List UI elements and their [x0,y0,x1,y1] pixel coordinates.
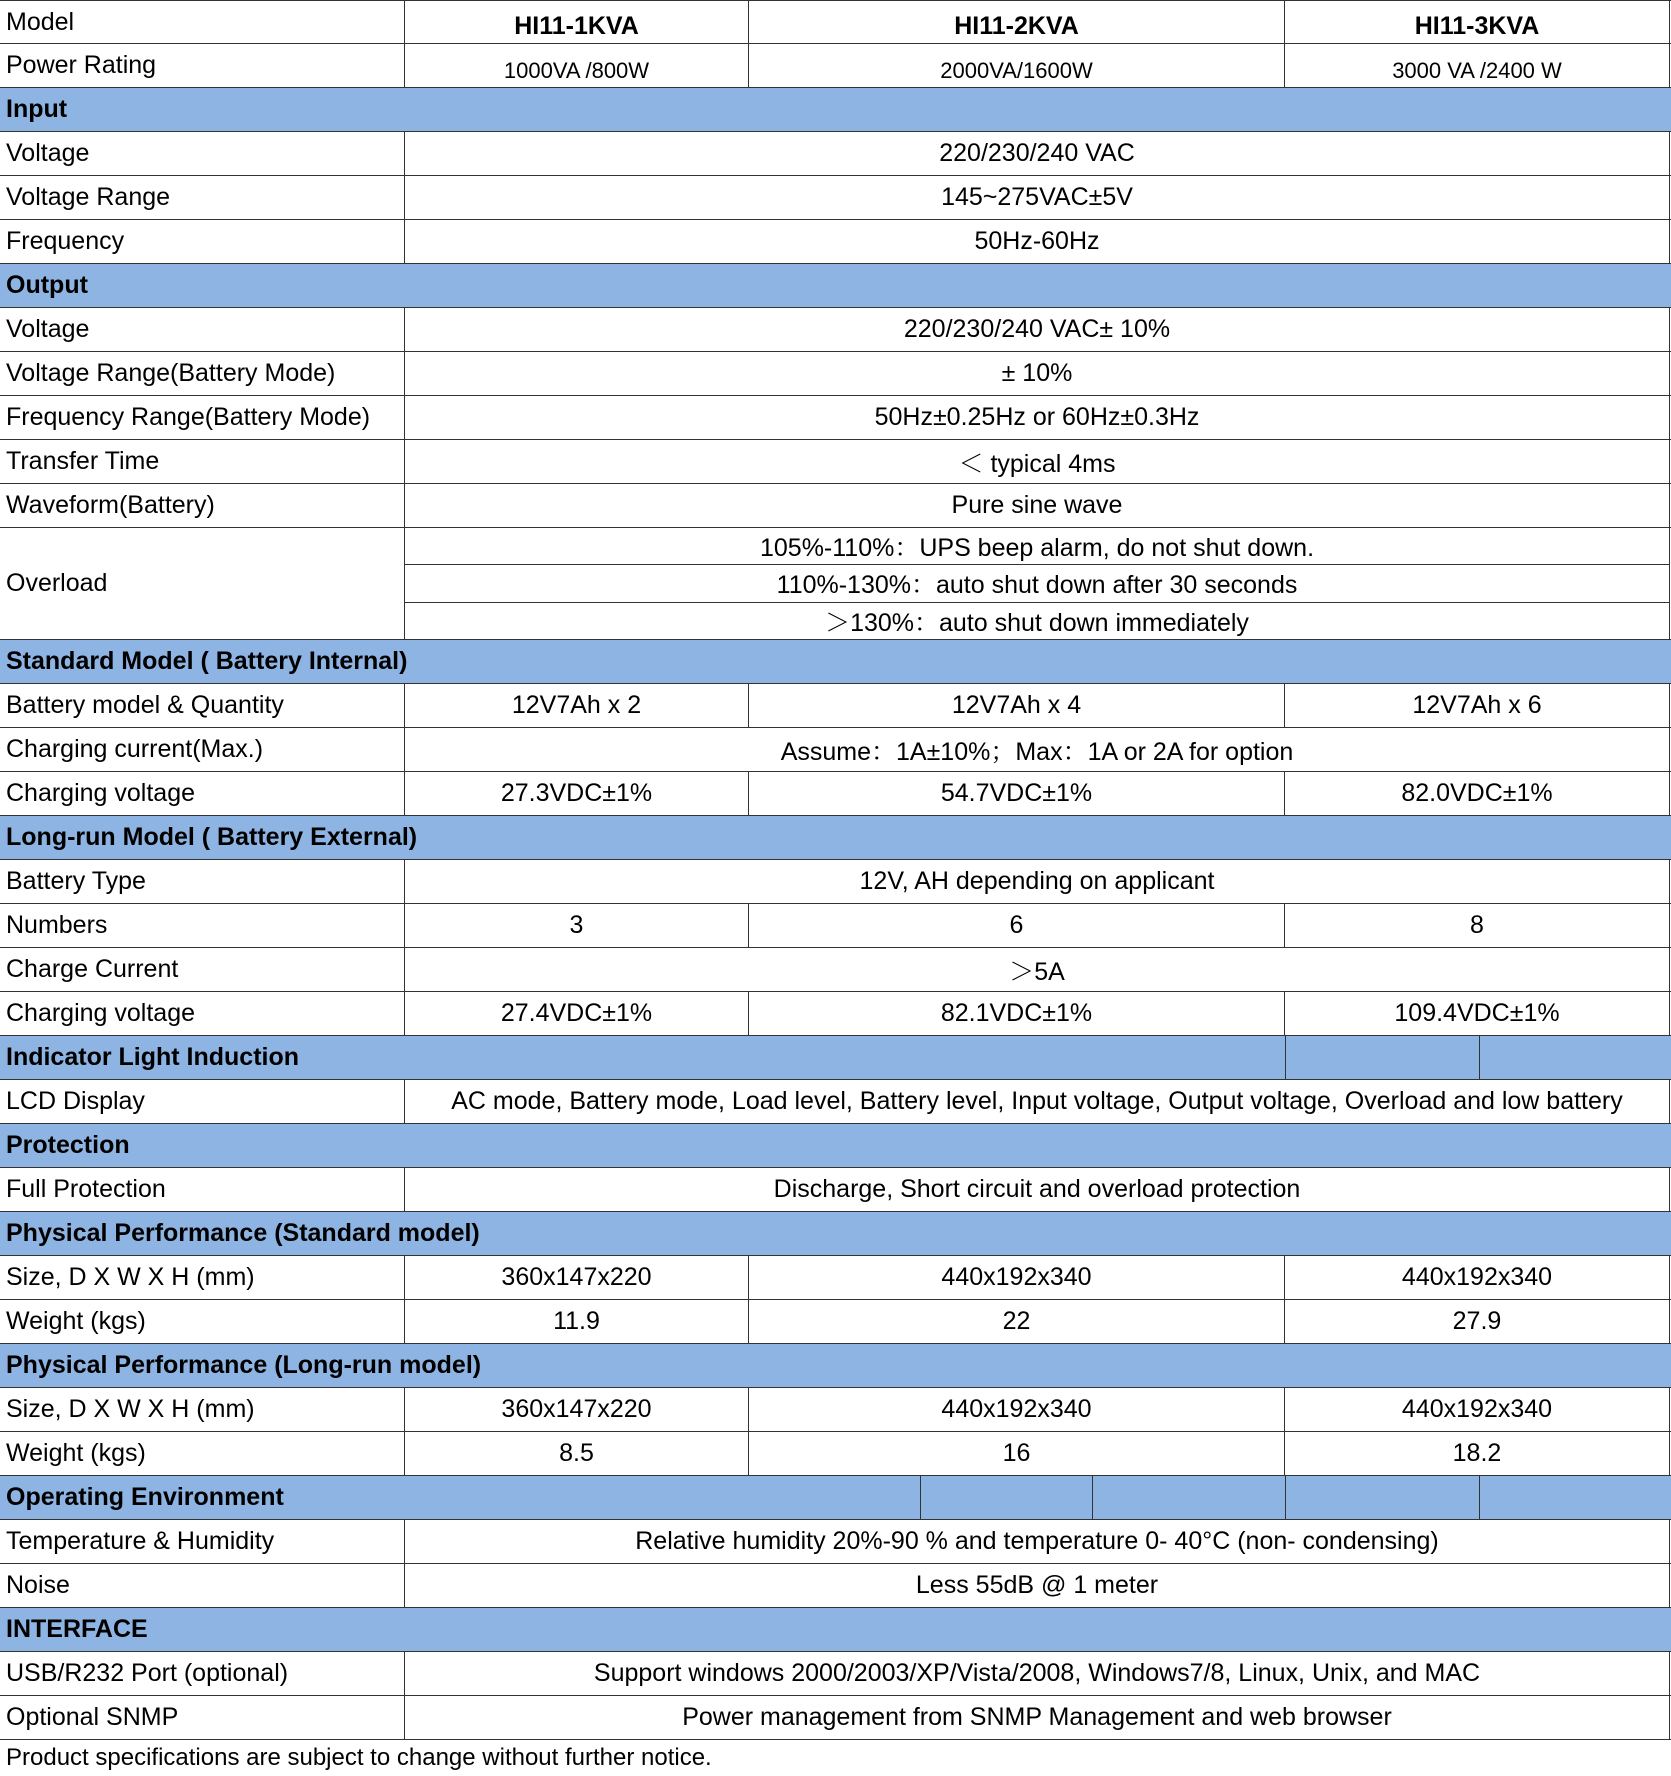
table-row [0,904,1671,948]
row-value: 27.4VDC±1% [405,992,749,1035]
table-row [0,948,1671,992]
row-value: 22 [749,1300,1285,1343]
table-row [0,132,1671,176]
row-value: Pure sine wave [405,484,1670,527]
row-value: 12V7Ah x 2 [405,684,749,727]
row-value: Discharge, Short circuit and overload protection [405,1168,1670,1211]
overload-values [405,528,1670,639]
table-row [0,220,1671,264]
row-label: Weight (kgs) [0,1432,405,1475]
row-value: 145~275VAC±5V [405,176,1670,219]
row-value: 50Hz±0.25Hz or 60Hz±0.3Hz [405,396,1670,439]
row-value: 12V7Ah x 4 [749,684,1285,727]
power-rating-2kva: 2000VA/1600W [749,44,1285,87]
row-value: 3 [405,904,749,947]
row-label: Charging voltage [0,992,405,1035]
table-row [0,1696,1671,1740]
section-environment [0,1476,1671,1520]
section-title: Physical Performance (Long-run model) [6,1351,482,1379]
row-label: Voltage [0,308,405,351]
row-label: Charging current(Max.) [0,728,405,771]
section-title: Output [6,271,88,299]
row-value: 11.9 [405,1300,749,1343]
table-row [0,0,1671,44]
table-row [0,1300,1671,1344]
row-label: Size, D X W X H (mm) [0,1256,405,1299]
section-title: Standard Model ( Battery Internal) [6,647,408,675]
row-label: Charge Current [0,948,405,991]
footnote: Product specifications are subject to change without further notice. [6,1744,712,1771]
row-value: 82.0VDC±1% [1285,772,1670,815]
row-value: Assume：1A±10%；Max：1A or 2A for option [405,728,1670,771]
model-label: Model [0,1,405,43]
section-longrun-model [0,816,1671,860]
row-value: 27.9 [1285,1300,1670,1343]
row-label: Waveform(Battery) [0,484,405,527]
table-row [0,1388,1671,1432]
row-label: Numbers [0,904,405,947]
row-value: Relative humidity 20%-90 % and temperature 0- 40°C (non- condensing) [405,1520,1670,1563]
row-label: Full Protection [0,1168,405,1211]
section-output [0,264,1671,308]
model-2kva: HI11-2KVA [749,1,1285,43]
table-row [0,1652,1671,1696]
power-rating-1kva: 1000VA /800W [405,44,749,87]
section-title: Input [6,95,68,123]
table-row [0,44,1671,88]
table-row [0,1168,1671,1212]
row-value: ± 10% [405,352,1670,395]
row-label: Frequency [0,220,405,263]
row-value: 6 [749,904,1285,947]
row-value: 360x147x220 [405,1388,749,1431]
table-row [0,1432,1671,1476]
table-row [0,440,1671,484]
row-label: Noise [0,1564,405,1607]
row-label: Voltage Range [0,176,405,219]
row-label: Voltage Range(Battery Mode) [0,352,405,395]
row-value: 82.1VDC±1% [749,992,1285,1035]
row-value: 12V7Ah x 6 [1285,684,1670,727]
row-value: 16 [749,1432,1285,1475]
row-value: 220/230/240 VAC [405,132,1670,175]
row-value: Support windows 2000/2003/XP/Vista/2008, Windows7/8, Linux, Unix, and MAC [405,1652,1670,1695]
row-value: 18.2 [1285,1432,1670,1475]
table-row [0,176,1671,220]
row-label: Voltage [0,132,405,175]
section-title: Indicator Light Induction [6,1043,300,1071]
section-interface [0,1608,1671,1652]
row-value: 50Hz-60Hz [405,220,1670,263]
overload-line: ＞130%：auto shut down immediately [825,608,1249,637]
table-row [0,992,1671,1036]
row-value: 27.3VDC±1% [405,772,749,815]
section-title: INTERFACE [6,1615,148,1643]
row-label: Temperature & Humidity [0,1520,405,1563]
table-row [0,860,1671,904]
row-value: 8 [1285,904,1670,947]
row-value: Power management from SNMP Management and web browser [405,1696,1670,1739]
row-value: 360x147x220 [405,1256,749,1299]
row-value: ＞5A [405,948,1670,991]
section-title: Operating Environment [6,1483,284,1511]
section-physical-standard [0,1212,1671,1256]
table-row [0,1080,1671,1124]
power-rating-3kva: 3000 VA /2400 W [1285,44,1670,87]
row-label: Size, D X W X H (mm) [0,1388,405,1431]
row-label: USB/R232 Port (optional) [0,1652,405,1695]
row-value: 8.5 [405,1432,749,1475]
row-label: Overload [0,528,405,639]
table-row-overload [0,528,1671,640]
table-row [0,352,1671,396]
table-row [0,728,1671,772]
table-row [0,1520,1671,1564]
row-label: Battery model & Quantity [0,684,405,727]
table-row [0,396,1671,440]
row-label: Battery Type [0,860,405,903]
row-value: ＜ typical 4ms [405,440,1670,483]
section-title: Physical Performance (Standard model) [6,1219,480,1247]
row-value: 109.4VDC±1% [1285,992,1670,1035]
section-title: Long-run Model ( Battery External) [6,823,418,851]
row-label: LCD Display [0,1080,405,1123]
section-protection [0,1124,1671,1168]
overload-line: 110%-130%：auto shut down after 30 seconds [405,565,1669,602]
table-row [0,1564,1671,1608]
row-value: 440x192x340 [1285,1256,1670,1299]
row-label: Weight (kgs) [0,1300,405,1343]
section-title: Protection [6,1131,130,1159]
section-input [0,88,1671,132]
table-row [0,772,1671,816]
model-3kva: HI11-3KVA [1285,1,1670,43]
overload-line: 105%-110%：UPS beep alarm, do not shut down. [405,528,1669,565]
section-physical-longrun [0,1344,1671,1388]
row-value: 12V, AH depending on applicant [405,860,1670,903]
row-value: 54.7VDC±1% [749,772,1285,815]
model-1kva: HI11-1KVA [405,1,749,43]
row-label: Transfer Time [0,440,405,483]
row-label: Frequency Range(Battery Mode) [0,396,405,439]
row-value: Less 55dB @ 1 meter [405,1564,1670,1607]
row-value: AC mode, Battery mode, Load level, Battery level, Input voltage, Output voltage, Overload and low battery [405,1080,1670,1123]
table-row [0,1256,1671,1300]
row-value: 440x192x340 [749,1388,1285,1431]
row-label: Charging voltage [0,772,405,815]
row-value: 440x192x340 [749,1256,1285,1299]
section-indicator [0,1036,1671,1080]
power-rating-label: Power Rating [0,44,405,87]
section-standard-model [0,640,1671,684]
row-value: 220/230/240 VAC± 10% [405,308,1670,351]
row-label: Optional SNMP [0,1696,405,1739]
table-row [0,308,1671,352]
row-value: 440x192x340 [1285,1388,1670,1431]
table-row [0,484,1671,528]
table-row [0,684,1671,728]
